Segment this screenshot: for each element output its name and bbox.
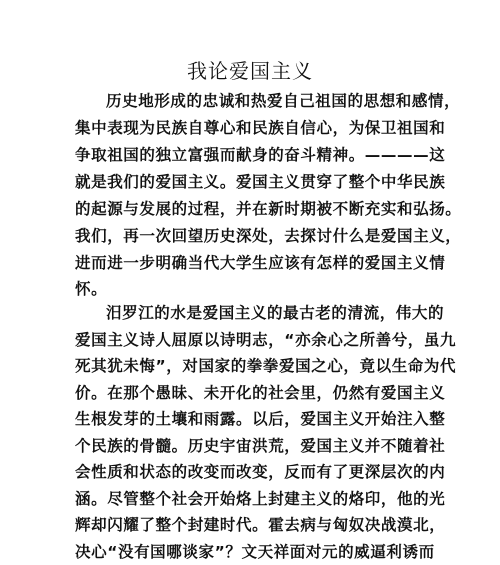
paragraph-2-line: 涵。尽管整个社会开始烙上封建主义的烙印，他的光 (75, 490, 446, 508)
paragraph-1-line: 集中表现为民族自尊心和民族自信心，为保卫祖国和 (75, 119, 446, 137)
paragraph-2-line: 生根发芽的土壤和雨露。以后，爱国主义开始注入整 (75, 410, 446, 428)
paragraph-2-line: 死其犹未悔”，对国家的拳拳爱国之心，竟以生命为代 (75, 357, 457, 375)
paragraph-2-line: 决心“没有国哪谈家”？文天祥面对元的威逼利诱而 (75, 543, 435, 561)
paragraph-1-line: 怀。 (75, 280, 108, 298)
paragraph-1-line: 历史地形成的忠诚和热爱自己祖国的思想和感情， (106, 92, 461, 110)
paragraph-1-line: 争取祖国的独立富强而献身的奋斗精神。————这 (75, 146, 446, 164)
paragraph-1-line: 就是我们的爱国主义。爱国主义贯穿了整个中华民族 (75, 173, 446, 191)
paragraph-2-line: 辉却闪耀了整个封建时代。霍去病与匈奴决战漠北， (75, 516, 446, 534)
paragraph-2-line: 价。在那个愚昧、未开化的社会里，仍然有爱国主义 (75, 384, 446, 402)
paragraph-2-line: 会性质和状态的改变而改变，反而有了更深层次的内 (75, 463, 446, 481)
paragraph-1-line: 进而进一步明确当代大学生应该有怎样的爱国主义情 (75, 254, 446, 272)
paragraph-2-line: 爱国主义诗人屈原以诗明志，“亦余心之所善兮，虽九 (75, 331, 457, 349)
document-title: 我论爱国主义 (187, 59, 313, 83)
paragraph-1-line: 的起源与发展的过程，并在新时期被不断充实和弘扬。 (75, 200, 462, 218)
paragraph-2-line: 个民族的骨髓。历史宇宙洪荒，爱国主义并不随着社 (75, 437, 446, 455)
paragraph-2-line: 汨罗江的水是爱国主义的最古老的清流，伟大的 (106, 304, 445, 322)
paragraph-1-line: 我们，再一次回望历史深处，去探讨什么是爱国主义， (75, 227, 462, 245)
